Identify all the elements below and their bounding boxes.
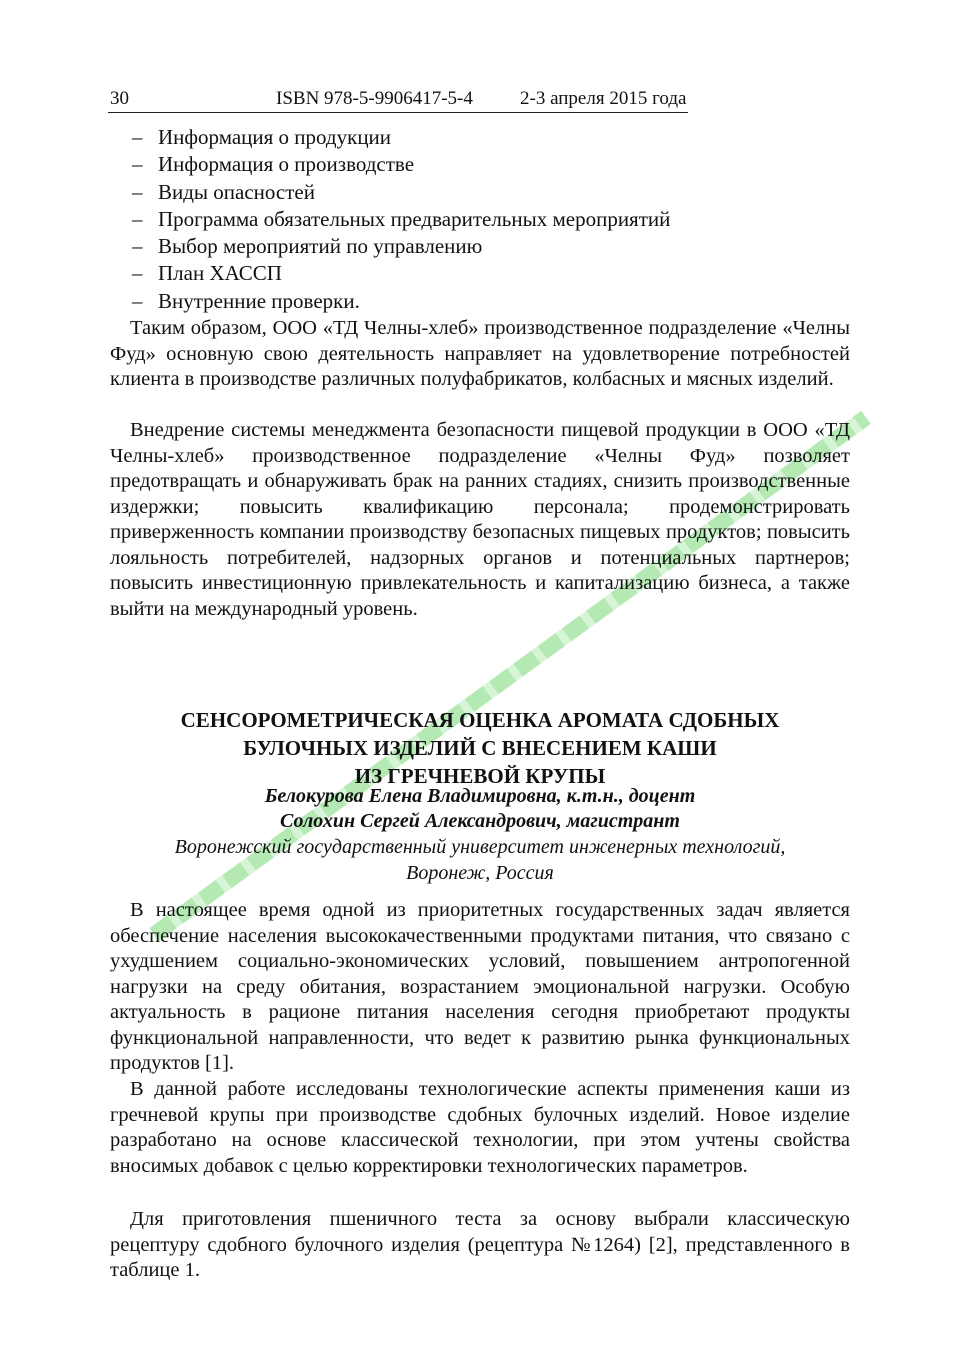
affiliation: Воронежский государственный университет инженерных технологий, Воронеж, Россия: [174, 836, 786, 884]
list-item: – Информация о производстве: [132, 152, 415, 177]
paragraph-implementation: Внедрение системы менеджмента безопасности пищевой продукции в ООО «ТД Челны-хлеб» производственное подразделение «Челны Фуд» позволяет предотвращать и обнаруживать брак на ранних стадиях, снизить производственные издержки; повысить квалификацию персонала; продемонстрировать приверженность компании производству безопасных пищевых продуктов; повысить лояльность потребителей, надзорных органов и потенциальных партнеров; повысить инвестиционную привлекательность и капитализацию бизнеса, а также выйти на международный уровень.: [110, 419, 850, 620]
conference-date: 2-3 апреля 2015 года: [520, 88, 687, 109]
article-title: СЕНСОРОМЕТРИЧЕСКАЯ ОЦЕНКА АРОМАТА СДОБНЫХ БУЛОЧНЫХ ИЗДЕЛИЙ С ВНЕСЕНИЕМ КАШИ ИЗ ГРЕЧНЕВОЙ КРУПЫ: [180, 708, 780, 788]
list-item: – Внутренние проверки.: [132, 288, 360, 313]
page-number: 30: [110, 88, 129, 109]
list-item: – Информация о продукции: [132, 125, 392, 149]
paragraph-aim: В данной работе исследованы технологические аспекты применения каши из гречневой крупы при производстве сдобных булочных изделий. Новое изделие разработано на основе классической технологии, при этом учтены свойства вносимых добавок с целью корректировки технологических параметров.: [110, 1078, 850, 1177]
page-header: [108, 86, 688, 113]
paragraph-method: Для приготовления пшеничного теста за основу выбрали классическую рецептуру сдобного булочного изделия (рецептура №1264) [2], представленного в таблице 1.: [110, 1208, 850, 1281]
isbn: ISBN 978-5-9906417-5-4: [276, 88, 473, 109]
list-item: – Виды опасностей: [132, 179, 315, 204]
bullet-list: [132, 124, 832, 315]
paragraph-introduction: В настоящее время одной из приоритетных государственных задач является обеспечение населения высококачественными продуктами питания, что связано с ухудшением социально-экономических условий, повышением антропогенной нагрузки на среду обитания, возрастанием эмоциональной нагрузки. Особую актуальность в рационе питания населения сегодня приобретают продукты функциональной направленности, что ведет к развитию рынка функциональных продуктов [1].: [110, 899, 850, 1074]
list-item: – План ХАССП: [132, 261, 282, 286]
author-2: Солохин Сергей Александрович, магистрант: [280, 810, 680, 832]
list-item: – Выбор мероприятий по управлению: [132, 234, 483, 259]
list-item: – Программа обязательных предварительных мероприятий: [132, 206, 671, 231]
author-1: Белокурова Елена Владимировна, к.т.н., доцент: [264, 785, 696, 807]
paragraph-conclusion: Таким образом, ООО «ТД Челны-хлеб» производственное подразделение «Челны Фуд» основную свою деятельность направляет на удовлетворение потребностей клиента в производстве различных полуфабрикатов, колбасных и мясных изделий.: [110, 317, 850, 390]
